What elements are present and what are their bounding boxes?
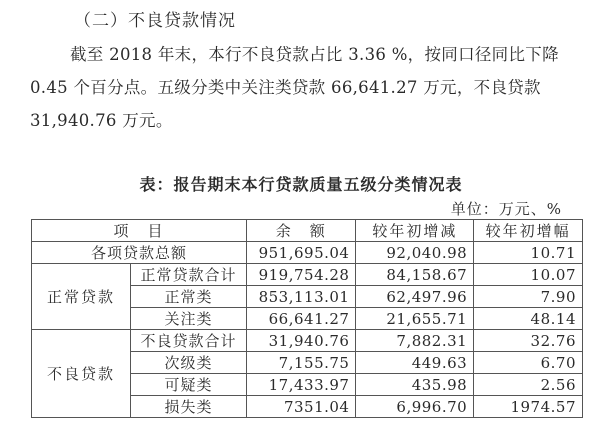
row-label: 正常类 [130, 286, 246, 308]
cell-balance: 66,641.27 [247, 308, 356, 330]
cell-balance: 7,155.75 [247, 352, 356, 374]
paragraph-line-1: 截至 2018 年末，本行不良贷款占比 3.36 %，按同口径同比下降 [70, 45, 559, 64]
cell-change: 6,996.70 [356, 396, 474, 418]
header-item: 项 目 [32, 220, 247, 242]
group-label-nonperforming: 不良贷款 [32, 330, 131, 418]
table-caption: 表：报告期末本行贷款质量五级分类情况表 [139, 175, 463, 194]
cell-change: 84,158.67 [356, 264, 474, 286]
group-label-normal: 正常贷款 [32, 264, 131, 330]
table-row [32, 330, 583, 352]
row-label: 可疑类 [130, 374, 246, 396]
cell-balance: 31,940.76 [247, 330, 356, 352]
unit-label: 单位：万元、% [450, 200, 562, 218]
cell-growth: 6.70 [474, 352, 583, 374]
cell-change: 435.98 [356, 374, 474, 396]
row-label: 损失类 [130, 396, 246, 418]
paragraph-line-2: 0.45 个百分点。五级分类中关注类贷款 66,641.27 万元，不良贷款 [30, 78, 541, 97]
cell-growth: 32.76 [474, 330, 583, 352]
cell-change: 21,655.71 [356, 308, 474, 330]
cell-growth: 48.14 [474, 308, 583, 330]
row-label: 不良贷款合计 [130, 330, 246, 352]
section-heading: （二）不良贷款情况 [74, 11, 236, 31]
cell-balance: 7351.04 [247, 396, 356, 418]
cell-balance: 17,433.97 [247, 374, 356, 396]
header-growth: 较年初增幅 [474, 220, 583, 242]
paragraph-line-3: 31,940.76 万元。 [30, 111, 173, 130]
cell-growth: 1974.57 [474, 396, 583, 418]
cell-growth: 2.56 [474, 374, 583, 396]
header-balance: 余 额 [247, 220, 356, 242]
cell-change: 92,040.98 [356, 242, 474, 264]
cell-growth: 7.90 [474, 286, 583, 308]
row-label: 次级类 [130, 352, 246, 374]
loan-classification-table [31, 219, 583, 418]
table-row [32, 264, 583, 286]
row-label: 各项贷款总额 [32, 242, 247, 264]
cell-balance: 919,754.28 [247, 264, 356, 286]
cell-change: 7,882.31 [356, 330, 474, 352]
cell-balance: 951,695.04 [247, 242, 356, 264]
cell-growth: 10.71 [474, 242, 583, 264]
table-header-row [32, 220, 583, 242]
table-row-total [32, 242, 583, 264]
header-change: 较年初增减 [356, 220, 474, 242]
cell-growth: 10.07 [474, 264, 583, 286]
summary-paragraph [30, 38, 590, 137]
cell-balance: 853,113.01 [247, 286, 356, 308]
cell-change: 62,497.96 [356, 286, 474, 308]
cell-change: 449.63 [356, 352, 474, 374]
row-label: 正常贷款合计 [130, 264, 246, 286]
row-label: 关注类 [130, 308, 246, 330]
